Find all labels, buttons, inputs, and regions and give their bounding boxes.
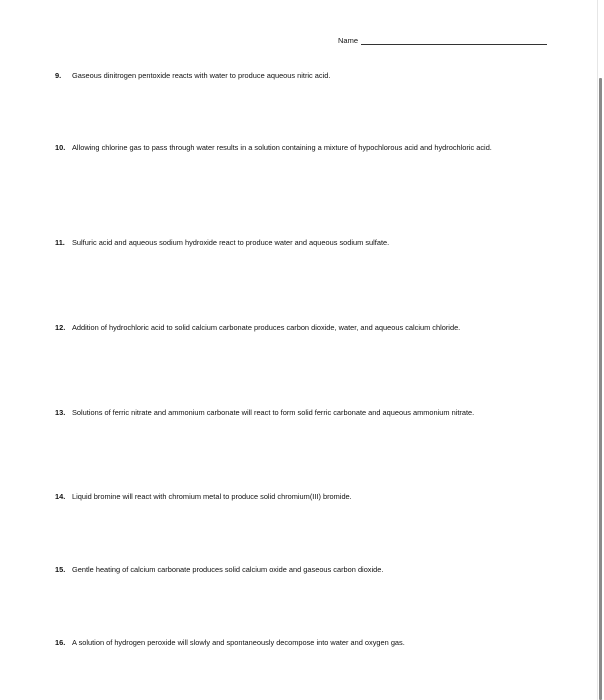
- question-text: Liquid bromine will react with chromium metal to produce solid chromium(III) bromide.: [72, 492, 352, 501]
- question-13: [55, 408, 550, 418]
- question-text: Sulfuric acid and aqueous sodium hydroxide react to produce water and aqueous sodium sulfate.: [72, 238, 390, 247]
- question-text: Solutions of ferric nitrate and ammonium carbonate will react to form solid ferric carbonate and aqueous ammonium nitrate.: [72, 408, 475, 417]
- question-11: [55, 238, 550, 248]
- question-number: 11.: [55, 238, 65, 247]
- question-9: [55, 71, 550, 81]
- question-10: [55, 143, 550, 153]
- question-number: 10.: [55, 143, 66, 152]
- question-text: Gentle heating of calcium carbonate produces solid calcium oxide and gaseous carbon dioxide.: [72, 565, 384, 574]
- question-15: [55, 565, 550, 575]
- question-12: [55, 323, 550, 333]
- question-number: 16.: [55, 638, 66, 647]
- question-14: [55, 492, 550, 502]
- question-text: Addition of hydrochloric acid to solid calcium carbonate produces carbon dioxide, water, and aqueous calcium chloride.: [72, 323, 461, 332]
- question-number: 14.: [55, 492, 66, 501]
- question-number: 15.: [55, 565, 66, 574]
- name-field: [338, 36, 547, 45]
- question-number: 9.: [55, 71, 62, 80]
- question-number: 13.: [55, 408, 66, 417]
- name-label: Name: [338, 36, 359, 45]
- question-text: A solution of hydrogen peroxide will slowly and spontaneously decompose into water and oxygen gas.: [72, 638, 405, 647]
- question-16: [55, 638, 550, 648]
- name-blank-line[interactable]: [361, 36, 547, 45]
- question-text: Allowing chlorine gas to pass through water results in a solution containing a mixture of hypochlorous acid and hydrochloric acid.: [72, 143, 492, 152]
- question-text: Gaseous dinitrogen pentoxide reacts with water to produce aqueous nitric acid.: [72, 71, 331, 80]
- question-number: 12.: [55, 323, 66, 332]
- vertical-scrollbar[interactable]: [599, 78, 602, 700]
